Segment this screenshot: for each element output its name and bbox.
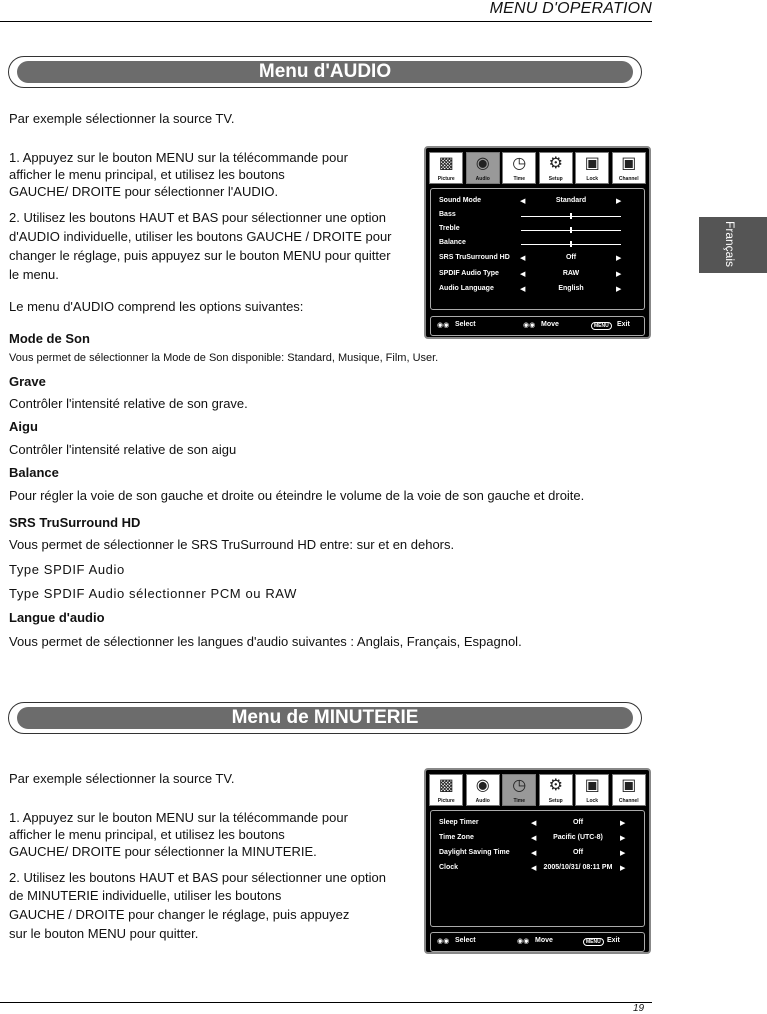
left-arrow-icon: ◀	[531, 865, 537, 872]
audio-step1-line3: GAUCHE/ DROITE pour sélectionner l'AUDIO.	[9, 184, 279, 199]
right-arrow-icon: ▶	[616, 286, 622, 293]
option-desc: Contrôler l'intensité relative de son aigu	[9, 442, 237, 457]
tv-row-label: Clock	[439, 864, 459, 871]
tv-row-label: Daylight Saving Time	[439, 849, 510, 856]
timer-banner-title: Menu de MINUTERIE	[17, 707, 633, 729]
clock-icon: ◷ Time	[502, 152, 536, 184]
option-title: Grave	[9, 374, 46, 389]
audio-tv-screen	[424, 146, 651, 339]
audio-step2-line2: d'AUDIO individuelle, utiliser les boutons GAUCHE / DROITE pour	[9, 229, 392, 244]
treble-slider	[521, 230, 621, 231]
option-desc: Vous permet de sélectionner le SRS TruSurround HD entre: sur et en dehors.	[9, 537, 455, 552]
left-arrow-icon: ◀	[531, 835, 537, 842]
tv-row-label: Treble	[439, 225, 460, 232]
audio-step2-line3: changer le réglage, puis appuyez sur le bouton MENU pour quitter	[9, 248, 391, 263]
bass-slider	[521, 216, 621, 217]
tv-row-value: Standard	[555, 197, 587, 204]
tv-row-value: Off	[565, 254, 577, 261]
right-arrow-icon: ▶	[620, 850, 626, 857]
timer-step2-line2: de MINUTERIE individuelle, utiliser les boutons	[9, 888, 282, 903]
move-hint-icon: ◉◉	[523, 322, 536, 329]
exit-hint: Exit	[607, 937, 620, 944]
audio-tv-menu	[430, 188, 645, 310]
audio-step2-line4: le menu.	[9, 267, 59, 282]
tv-footer	[430, 932, 645, 952]
left-arrow-icon: ◀	[520, 271, 526, 278]
channel-icon: ▣ Channel	[612, 152, 646, 184]
timer-step2-line4: sur le bouton MENU pour quitter.	[9, 926, 199, 941]
right-arrow-icon: ▶	[620, 835, 626, 842]
option-title: Mode de Son	[9, 331, 90, 346]
timer-banner	[8, 702, 642, 734]
select-hint: Select	[455, 321, 476, 328]
option-desc: Contrôler l'intensité relative de son grave.	[9, 396, 248, 411]
tv-row-value: Off	[572, 849, 584, 856]
timer-step1-line1: 1. Appuyez sur le bouton MENU sur la télécommande pour	[9, 810, 348, 825]
option-desc: Type SPDIF Audio sélectionner PCM ou RAW	[9, 586, 297, 601]
option-title: SRS TruSurround HD	[9, 515, 141, 530]
lock-icon: ▣ Lock	[575, 152, 609, 184]
option-title: Type SPDIF Audio	[9, 562, 125, 577]
audio-icon: ◉ Audio	[466, 774, 500, 806]
language-side-tab	[699, 217, 767, 273]
audio-step1-line1: 1. Appuyez sur le bouton MENU sur la télécommande pour	[9, 150, 348, 165]
lock-icon: ▣ Lock	[575, 774, 609, 806]
timer-intro: Par exemple sélectionner la source TV.	[9, 771, 235, 786]
tv-row-label: SPDIF Audio Type	[439, 270, 499, 277]
timer-tv-screen	[424, 768, 651, 954]
setup-icon: ⚙ Setup	[539, 152, 573, 184]
option-title: Aigu	[9, 419, 38, 434]
move-hint: Move	[541, 321, 559, 328]
language-tab-label: Français	[723, 221, 737, 268]
tv-row-value: Pacific (UTC-8)	[553, 834, 603, 841]
tv-icon-bar	[428, 152, 647, 184]
left-arrow-icon: ◀	[520, 286, 526, 293]
right-arrow-icon: ▶	[616, 255, 622, 262]
timer-step2-line1: 2. Utilisez les boutons HAUT et BAS pour sélectionner une option	[9, 870, 386, 885]
menu-key-icon: MENU	[583, 938, 604, 946]
page-number: 19	[633, 1003, 645, 1014]
timer-step1-line2: afficher le menu principal, et utilisez les boutons	[9, 827, 285, 842]
left-arrow-icon: ◀	[531, 850, 537, 857]
timer-step1-line3: GAUCHE/ DROITE pour sélectionner la MINUTERIE.	[9, 844, 317, 859]
exit-hint: Exit	[617, 321, 630, 328]
clock-icon: ◷ Time	[502, 774, 536, 806]
right-arrow-icon: ▶	[620, 820, 626, 827]
option-desc: Vous permet de sélectionner la Mode de Son disponible: Standard, Musique, Film, User.	[9, 352, 439, 364]
tv-footer	[430, 316, 645, 336]
tv-row-value: RAW	[562, 270, 580, 277]
header-rule	[0, 21, 652, 22]
setup-icon: ⚙ Setup	[539, 774, 573, 806]
picture-icon: ▩ Picture	[429, 152, 463, 184]
select-hint: Select	[455, 937, 476, 944]
audio-step1-line2: afficher le menu principal, et utilisez les boutons	[9, 167, 285, 182]
right-arrow-icon: ▶	[616, 198, 622, 205]
header-title: MENU D'OPERATION	[489, 0, 652, 17]
move-hint: Move	[535, 937, 553, 944]
timer-tv-menu	[430, 810, 645, 927]
left-arrow-icon: ◀	[531, 820, 537, 827]
picture-icon: ▩ Picture	[429, 774, 463, 806]
channel-icon: ▣ Channel	[612, 774, 646, 806]
left-arrow-icon: ◀	[520, 255, 526, 262]
select-hint-icon: ◉◉	[437, 322, 450, 329]
tv-row-label: Sleep Timer	[439, 819, 479, 826]
tv-row-label: Time Zone	[439, 834, 474, 841]
tv-row-value: Off	[572, 819, 584, 826]
audio-step2-line1: 2. Utilisez les boutons HAUT et BAS pour sélectionner une option	[9, 210, 386, 225]
tv-row-label: Sound Mode	[439, 197, 481, 204]
tv-row-value: English	[558, 285, 584, 292]
tv-row-label: Audio Language	[439, 285, 494, 292]
option-desc: Vous permet de sélectionner les langues d'audio suivantes : Anglais, Français, Espagnol.	[9, 634, 522, 649]
audio-banner-title: Menu d'AUDIO	[17, 61, 633, 83]
move-hint-icon: ◉◉	[517, 938, 530, 945]
select-hint-icon: ◉◉	[437, 938, 450, 945]
option-title: Balance	[9, 465, 59, 480]
balance-slider	[521, 244, 621, 245]
audio-intro: Par exemple sélectionner la source TV.	[9, 111, 235, 126]
audio-options-intro: Le menu d'AUDIO comprend les options suivantes:	[9, 299, 304, 314]
tv-row-label: Balance	[439, 239, 466, 246]
timer-step2-line3: GAUCHE / DROITE pour changer le réglage, puis appuyez	[9, 907, 350, 922]
audio-icon: ◉ Audio	[466, 152, 500, 184]
right-arrow-icon: ▶	[616, 271, 622, 278]
tv-row-label: SRS TruSurround HD	[439, 254, 510, 261]
tv-icon-bar	[428, 774, 647, 806]
right-arrow-icon: ▶	[620, 865, 626, 872]
audio-banner	[8, 56, 642, 88]
footer-rule	[0, 1002, 652, 1003]
left-arrow-icon: ◀	[520, 198, 526, 205]
option-desc: Pour régler la voie de son gauche et droite ou éteindre le volume de la voie de son gauche et droite.	[9, 488, 585, 503]
menu-key-icon: MENU	[591, 322, 612, 330]
option-title: Langue d'audio	[9, 610, 105, 625]
tv-row-label: Bass	[439, 211, 456, 218]
tv-row-value: 2005/10/31/ 08:11 PM	[543, 864, 613, 871]
